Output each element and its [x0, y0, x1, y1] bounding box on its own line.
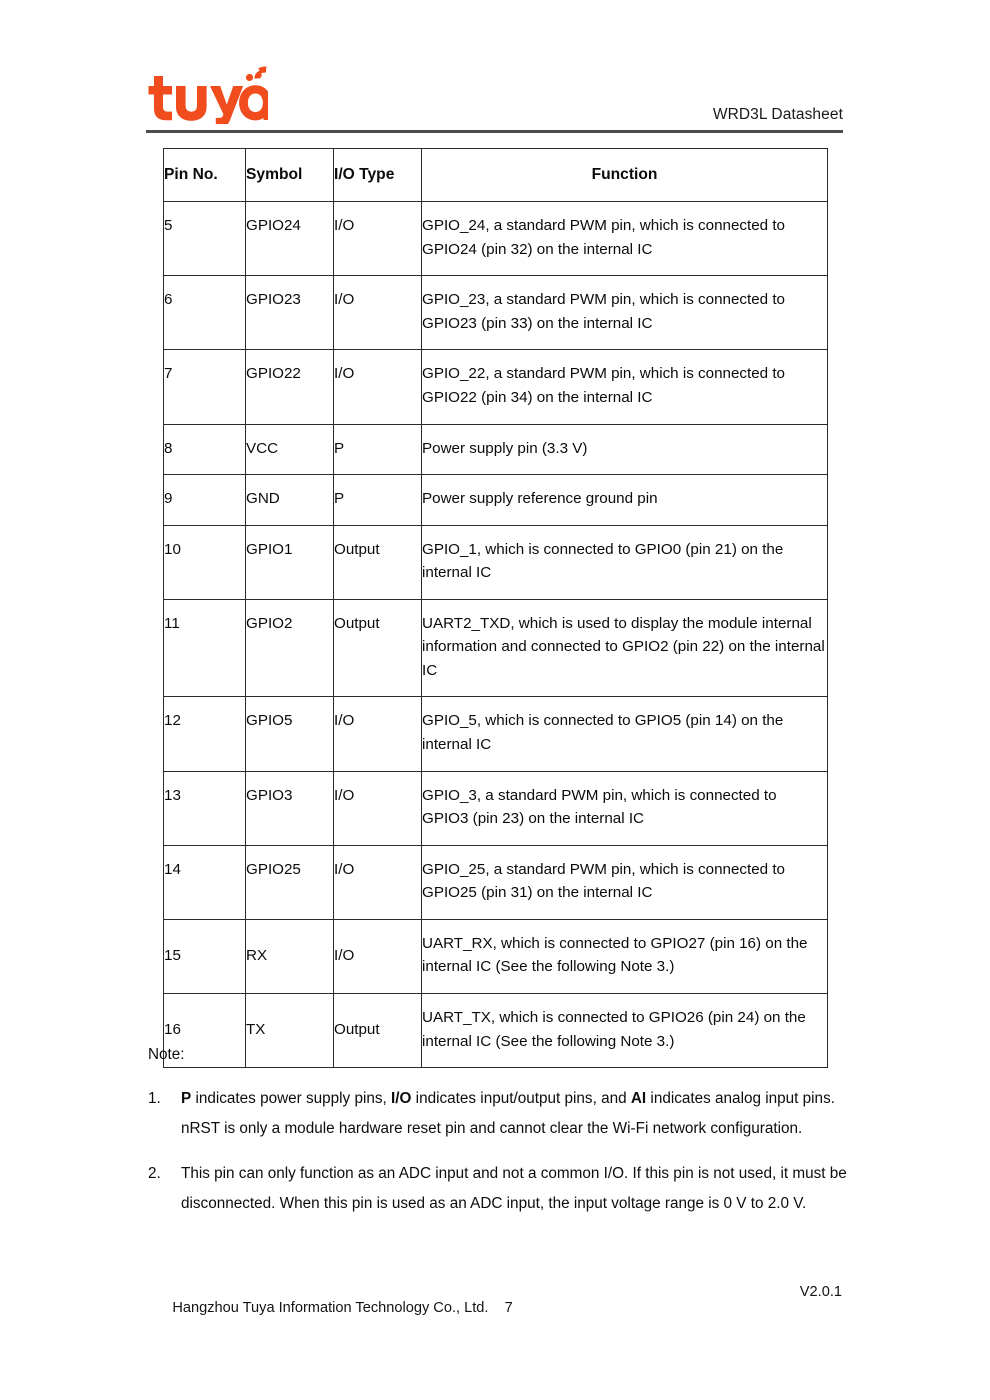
table-row [164, 919, 828, 993]
cell-function: GPIO_23, a standard PWM pin, which is connected to GPIO23 (pin 33) on the internal IC [422, 276, 828, 350]
cell-io-type: I/O [334, 276, 422, 350]
column-header-pin-no: Pin No. [164, 149, 246, 202]
cell-symbol: TX [246, 993, 334, 1067]
cell-io-type: P [334, 475, 422, 526]
header-divider [146, 130, 843, 133]
column-header-io-type: I/O Type [334, 149, 422, 202]
cell-symbol: VCC [246, 424, 334, 475]
cell-function: GPIO_5, which is connected to GPIO5 (pin 14) on the internal IC [422, 697, 828, 771]
pin-definition-table [163, 148, 828, 1068]
cell-function: Power supply pin (3.3 V) [422, 424, 828, 475]
cell-function: GPIO_24, a standard PWM pin, which is connected to GPIO24 (pin 32) on the internal IC [422, 202, 828, 276]
cell-pin-no: 12 [164, 697, 246, 771]
cell-symbol: GPIO22 [246, 350, 334, 424]
document-title: WRD3L Datasheet [712, 106, 843, 123]
table-body [164, 202, 828, 1068]
column-header-symbol: Symbol [246, 149, 334, 202]
cell-pin-no: 8 [164, 424, 246, 475]
cell-function: GPIO_3, a standard PWM pin, which is connected to GPIO3 (pin 23) on the internal IC [422, 771, 828, 845]
cell-io-type: I/O [334, 202, 422, 276]
cell-function: GPIO_1, which is connected to GPIO0 (pin 21) on the internal IC [422, 525, 828, 599]
cell-io-type: I/O [334, 350, 422, 424]
cell-pin-no: 15 [164, 919, 246, 993]
cell-symbol: GPIO23 [246, 276, 334, 350]
cell-symbol: RX [246, 919, 334, 993]
cell-io-type: Output [334, 993, 422, 1067]
note-text: P indicates power supply pins, I/O indicates input/output pins, and AI indicates analog input pins. nRST is only a module hardware reset pin and cannot clear the Wi-Fi network configuration. [181, 1089, 835, 1137]
table-row [164, 599, 828, 697]
cell-pin-no: 5 [164, 202, 246, 276]
cell-io-type: I/O [334, 919, 422, 993]
cell-symbol: GPIO25 [246, 845, 334, 919]
tuya-logo-icon [148, 66, 268, 124]
cell-function: UART_RX, which is connected to GPIO27 (pin 16) on the internal IC (See the following Note 3.) [422, 919, 828, 993]
table-row [164, 475, 828, 526]
cell-symbol: GPIO2 [246, 599, 334, 697]
note-list-item [148, 1084, 848, 1144]
cell-pin-no: 14 [164, 845, 246, 919]
cell-io-type: Output [334, 599, 422, 697]
table-row [164, 350, 828, 424]
cell-symbol: GPIO24 [246, 202, 334, 276]
note-number: 1. [148, 1089, 161, 1107]
cell-pin-no: 6 [164, 276, 246, 350]
table-row [164, 202, 828, 276]
cell-io-type: Output [334, 525, 422, 599]
cell-symbol: GPIO5 [246, 697, 334, 771]
cell-pin-no: 16 [164, 993, 246, 1067]
notes-section [148, 1040, 848, 1235]
cell-function: GPIO_22, a standard PWM pin, which is connected to GPIO22 (pin 34) on the internal IC [422, 350, 828, 424]
footer-company-and-page [148, 1284, 513, 1332]
page-header [146, 62, 843, 134]
cell-function: Power supply reference ground pin [422, 475, 828, 526]
tuya-logo [148, 66, 268, 124]
table-row [164, 424, 828, 475]
footer-spacer [488, 1300, 504, 1316]
table-row [164, 845, 828, 919]
cell-pin-no: 7 [164, 350, 246, 424]
cell-io-type: I/O [334, 697, 422, 771]
cell-symbol: GPIO1 [246, 525, 334, 599]
column-header-function: Function [422, 149, 828, 202]
cell-symbol: GPIO3 [246, 771, 334, 845]
cell-io-type: I/O [334, 845, 422, 919]
footer-company: Hangzhou Tuya Information Technology Co., Ltd. [172, 1300, 489, 1316]
cell-pin-no: 10 [164, 525, 246, 599]
cell-pin-no: 9 [164, 475, 246, 526]
table-row [164, 697, 828, 771]
cell-function: GPIO_25, a standard PWM pin, which is connected to GPIO25 (pin 31) on the internal IC [422, 845, 828, 919]
cell-pin-no: 11 [164, 599, 246, 697]
cell-function: UART_TX, which is connected to GPIO26 (pin 24) on the internal IC (See the following Note 3.) [422, 993, 828, 1067]
cell-io-type: I/O [334, 771, 422, 845]
page-number: 7 [504, 1300, 513, 1316]
note-list-item [148, 1159, 848, 1219]
table-row [164, 525, 828, 599]
table-header-row [164, 149, 828, 202]
cell-io-type: P [334, 424, 422, 475]
note-number: 2. [148, 1165, 161, 1183]
notes-label: Note: [148, 1046, 185, 1063]
cell-pin-no: 13 [164, 771, 246, 845]
cell-function: UART2_TXD, which is used to display the module internal information and connected to GPIO2 (pin 22) on the internal IC [422, 599, 828, 697]
cell-symbol: GND [246, 475, 334, 526]
table-row [164, 276, 828, 350]
note-text: This pin can only function as an ADC input and not a common I/O. If this pin is not used, it must be disconnected. When this pin is used as an ADC input, the input voltage range is 0 V to 2.0 V. [181, 1165, 847, 1213]
table-row [164, 771, 828, 845]
document-version: V2.0.1 [799, 1284, 842, 1300]
